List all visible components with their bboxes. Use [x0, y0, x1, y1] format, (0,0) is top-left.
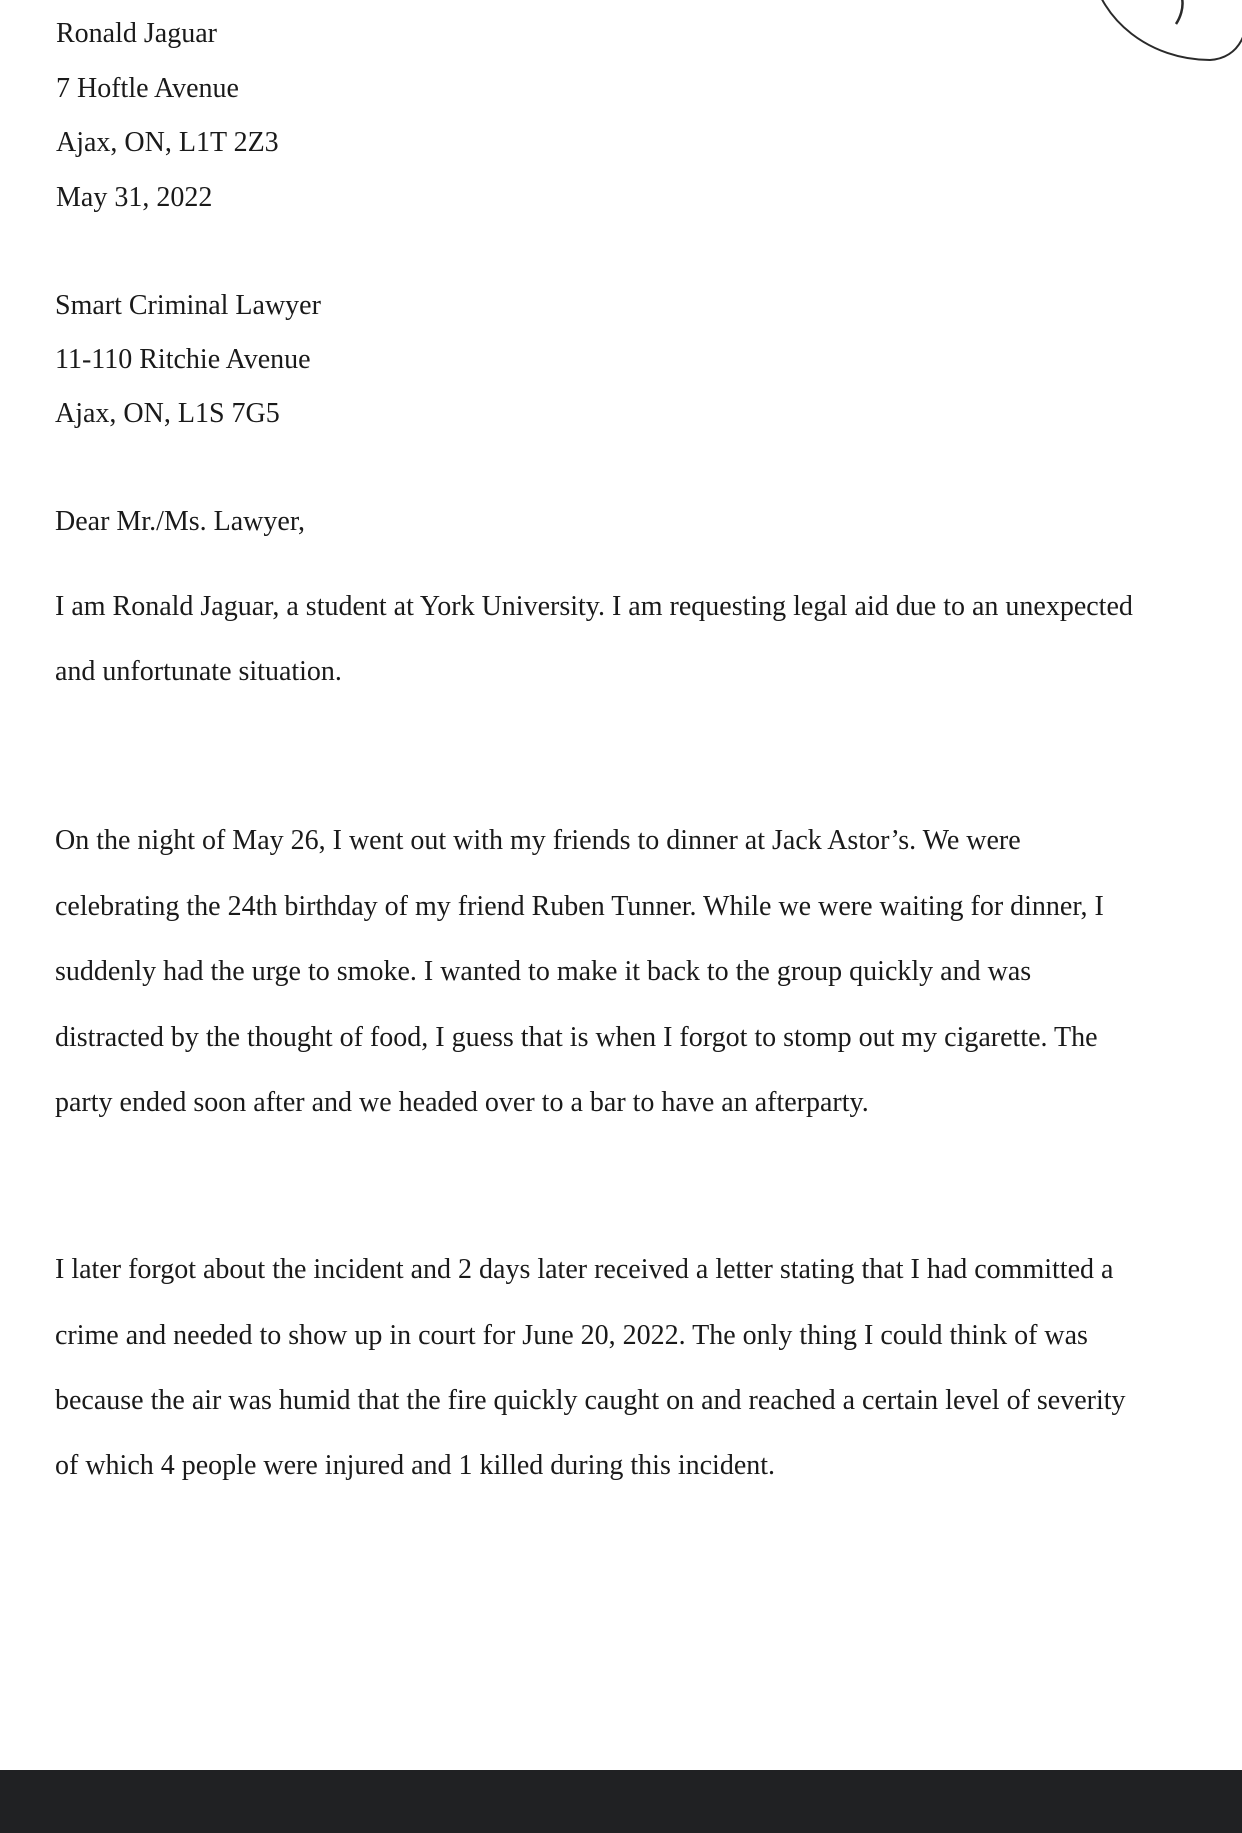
paragraph-line: and unfortunate situation.	[55, 656, 342, 687]
paragraph-line: distracted by the thought of food, I guess that is when I forgot to stomp out my cigarette. The	[55, 1022, 1098, 1053]
paragraph-line: I am Ronald Jaguar, a student at York University. I am requesting legal aid due to an unexpected	[55, 591, 1133, 622]
paragraph-line: because the air was humid that the fire quickly caught on and reached a certain level of severity	[55, 1385, 1126, 1416]
bottom-bar	[0, 1770, 1242, 1833]
paragraph-line: On the night of May 26, I went out with my friends to dinner at Jack Astor’s. We were	[55, 825, 1021, 856]
sender-street: 7 Hoftle Avenue	[56, 73, 239, 104]
paragraph-line: celebrating the 24th birthday of my friend Ruben Tunner. While we were waiting for dinner, I	[55, 891, 1104, 922]
recipient-city: Ajax, ON, L1S 7G5	[55, 398, 280, 429]
paragraph-line: party ended soon after and we headed over to a bar to have an afterparty.	[55, 1087, 869, 1118]
paragraph-line: I later forgot about the incident and 2 days later received a letter stating that I had committed a	[55, 1254, 1114, 1285]
recipient-street: 11-110 Ritchie Avenue	[55, 344, 311, 375]
paragraph-line: crime and needed to show up in court for June 20, 2022. The only thing I could think of was	[55, 1320, 1088, 1351]
paragraph-line: of which 4 people were injured and 1 killed during this incident.	[55, 1450, 776, 1481]
sender-name: Ronald Jaguar	[56, 18, 217, 49]
recipient-name: Smart Criminal Lawyer	[55, 290, 321, 321]
salutation: Dear Mr./Ms. Lawyer,	[55, 506, 306, 537]
letter-date: May 31, 2022	[56, 182, 213, 213]
circled-page-number-mark	[1080, 0, 1242, 72]
paragraph-line: suddenly had the urge to smoke. I wanted to make it back to the group quickly and was	[55, 956, 1032, 987]
sender-city: Ajax, ON, L1T 2Z3	[56, 127, 279, 158]
